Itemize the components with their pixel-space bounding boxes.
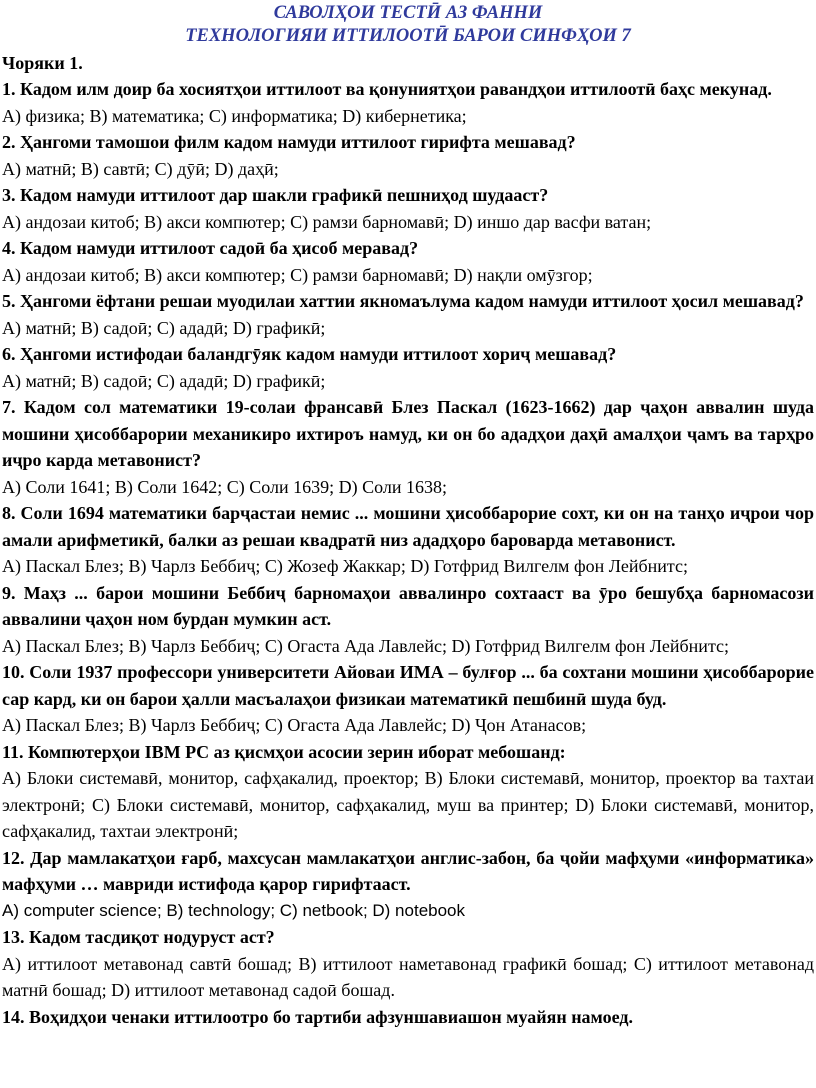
- answer-options: A) физика; B) математика; C) информатика; D) кибернетика;: [2, 105, 467, 126]
- question-item: [2, 659, 814, 739]
- answer-options: A) андозаи китоб; B) акси компютер; C) рамзи барномавӣ; D) нақли омӯзгор;: [2, 264, 593, 285]
- question-item: [2, 235, 814, 288]
- question-item: [2, 182, 814, 235]
- question-text: 11. Компютерҳои IBM PC аз қисмҳои асосии зерин иборат мебошанд:: [2, 741, 566, 762]
- question-text: 3. Кадом намуди иттилоот дар шакли графикӣ пешниҳод шудааст?: [2, 185, 549, 205]
- answer-options: A) Паскал Блез; B) Чарлз Беббиҷ; C) Жозеф Жаккар; D) Готфрид Вилгелм фон Лейбнитс;: [2, 556, 688, 576]
- title-line-1: САВОЛҲОИ ТЕСТӢ АЗ ФАННИ: [273, 3, 543, 23]
- title-line-2: ТЕХНОЛОГИЯИ ИТТИЛООТӢ БАРОИ СИНФҲОИ 7: [185, 26, 631, 46]
- question-text: 4. Кадом намуди иттилоот садоӣ ба ҳисоб меравад?: [2, 238, 419, 258]
- question-text: 6. Ҳангоми истифодаи баландгӯяк кадом намуди иттилоот хориҷ мешавад?: [2, 344, 617, 364]
- question-text: 5. Ҳангоми ёфтани решаи муодилаи хаттии якномаълума кадом намуди иттилоот ҳосил мешавад?: [2, 291, 804, 311]
- answer-options: A) андозаи китоб; B) акси компютер; C) рамзи барномавӣ; D) иншо дар васфи ватан;: [2, 211, 652, 232]
- question-item: [2, 500, 814, 580]
- question-text: 9. Маҳз ... барои мошини Беббиҷ барномаҳои аввалинро сохтааст ва ӯро бешубҳа барномасози аввалини ҷаҳон ном бурдан мумкин аст.: [2, 582, 814, 629]
- answer-options: A) Паскал Блез; B) Чарлз Беббиҷ; C) Огаста Ада Лавлейс; D) Ҷон Атанасов;: [2, 715, 587, 735]
- document-title: [2, 2, 814, 48]
- question-text: 12. Дар мамлакатҳои ғарб, махсусан мамлакатҳои англис-забон, ба ҷойи мафҳуми «информатика» мафҳуми … мавриди истифода қарор гирифтааст.: [2, 847, 814, 894]
- question-item: [2, 76, 814, 129]
- answer-options: A) Соли 1641; B) Соли 1642; C) Соли 1639; D) Соли 1638;: [2, 476, 448, 497]
- question-item: [2, 129, 814, 182]
- question-text: 2. Ҳангоми тамошои филм кадом намуди иттилоот гирифта мешавад?: [2, 132, 576, 152]
- question-text: 10. Соли 1937 профессори университети Айоваи ИМА – булғор ... ба сохтани мошини ҳисоббарорие сар кард, ки он барои ҳалли масъалаҳои физикаи математикӣ пешбинӣ шуда буд.: [2, 662, 814, 709]
- question-item: [2, 845, 814, 925]
- question-text: 14. Воҳидҳои ченаки иттилоотро бо тартиби афзуншавиашон муайян намоед.: [2, 1006, 633, 1027]
- answer-options: A) иттилоот метавонад савтӣ бошад; B) иттилоот наметавонад графикӣ бошад; C) иттилоот метавонад матнӣ бошад; D) иттилоот метавонад садоӣ бошад.: [2, 953, 814, 1000]
- question-item: [2, 739, 814, 845]
- answer-options: A) матнӣ; B) садоӣ; C) ададӣ; D) графикӣ;: [2, 317, 326, 338]
- question-list: [2, 76, 814, 1030]
- question-item: [2, 924, 814, 1004]
- question-text: 7. Кадом сол математики 19-солаи франсавӣ Блез Паскал (1623-1662) дар ҷаҳон аввалин шуда мошини ҳисоббарории механикиро ихтироъ намуд, ки он бо ададҳои даҳӣ амалҳои ҷамъ ва тарҳро иҷро карда метавонист?: [2, 397, 814, 470]
- question-item: [2, 1004, 814, 1031]
- question-text: 13. Кадом тасдиқот нодуруст аст?: [2, 927, 275, 947]
- answer-options: A) computer science; B) technology; C) netbook; D) notebook: [2, 900, 466, 920]
- chapter-heading: Чоряки 1.: [2, 53, 83, 73]
- answer-options: A) матнӣ; B) савтӣ; C) дӯӣ; D) даҳӣ;: [2, 158, 279, 179]
- answer-options: A) Паскал Блез; B) Чарлз Беббиҷ; C) Огаста Ада Лавлейс; D) Готфрид Вилгелм фон Лейбнитс;: [2, 635, 730, 656]
- question-text: 1. Кадом илм доир ба хосиятҳои иттилоот ва қонуниятҳои равандҳои иттилоотӣ баҳс мекунад.: [2, 79, 772, 99]
- question-item: [2, 394, 814, 500]
- question-item: [2, 341, 814, 394]
- question-item: [2, 580, 814, 660]
- question-item: [2, 288, 814, 341]
- question-text: 8. Соли 1694 математики барҷастаи немис ... мошини ҳисоббарорие сохт, ки он на танҳо иҷрои чор амали арифметикӣ, балки аз решаи квадратӣ низ ададҳоро бароварда метавонист.: [2, 503, 814, 550]
- answer-options: A) Блоки системавӣ, монитор, сафҳакалид, проектор; B) Блоки системавӣ, монитор, проектор ва тахтаи электронӣ; C) Блоки системавӣ, монитор, сафҳакалид, муш ва принтер; D) Блоки системавӣ, монитор, сафҳакалид, тахтаи электронӣ;: [2, 768, 814, 841]
- answer-options: A) матнӣ; B) садоӣ; C) ададӣ; D) графикӣ;: [2, 370, 326, 391]
